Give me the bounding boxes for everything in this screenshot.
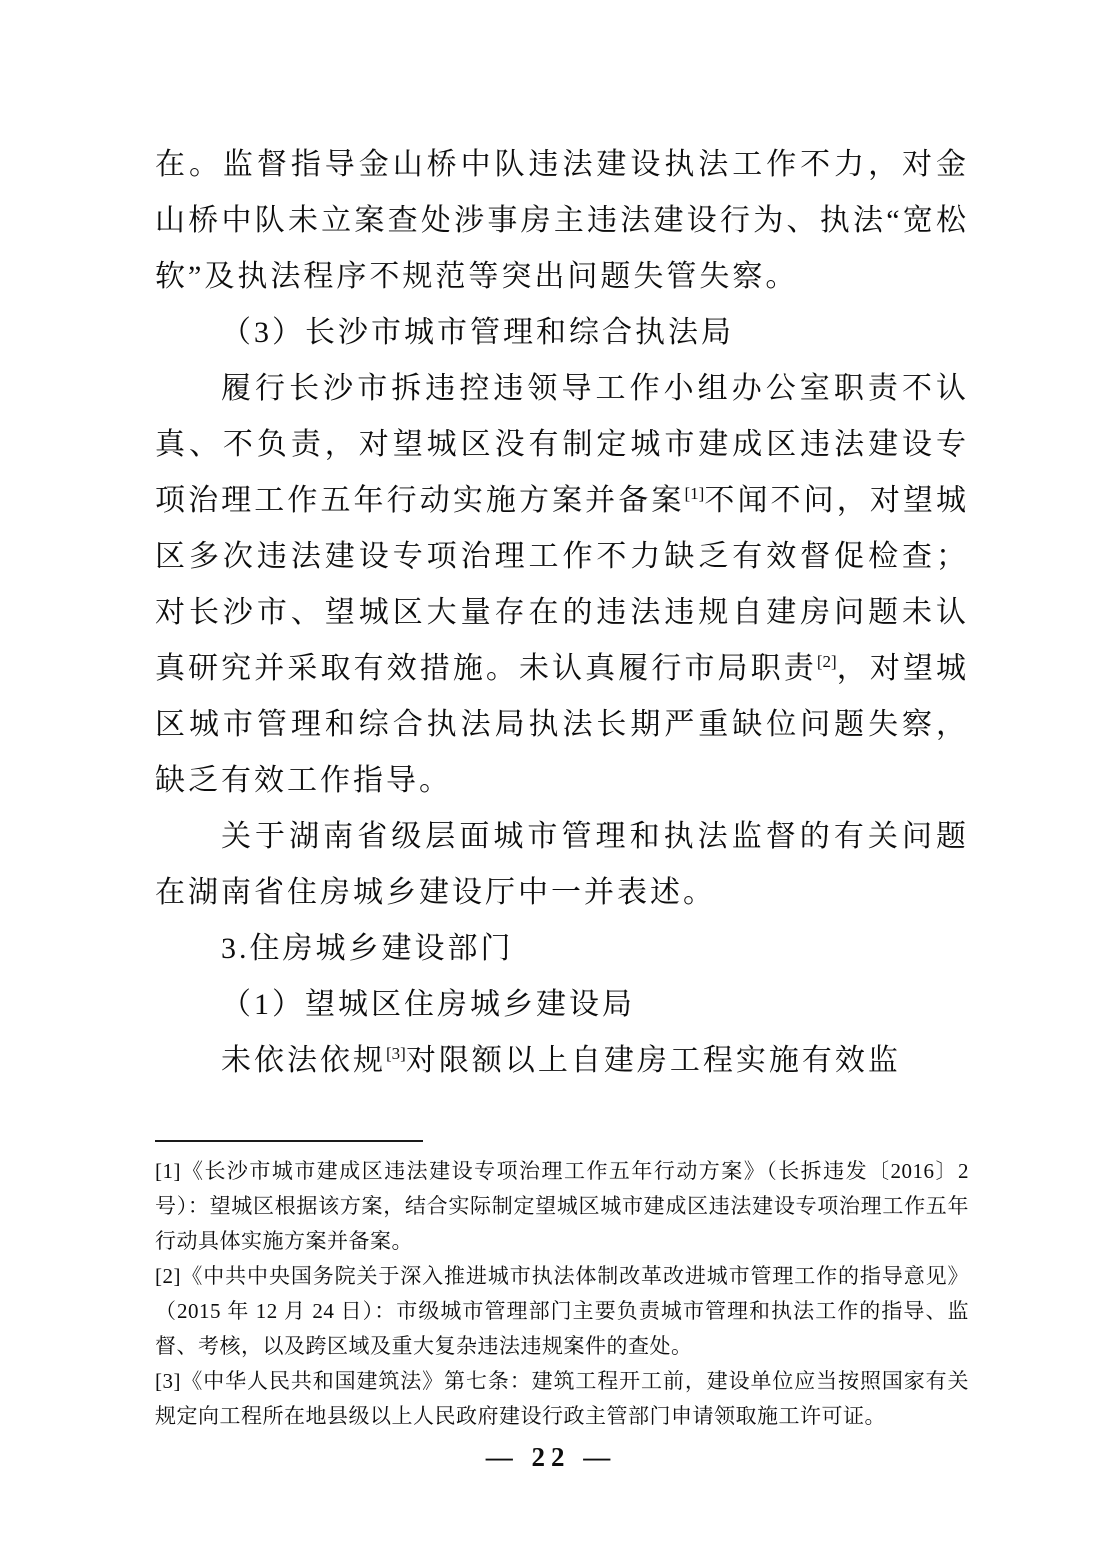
heading-changsha-chengguan: （3）长沙市城市管理和综合执法局 [221, 316, 734, 349]
footnote: [3]《中华人民共和国建筑法》第七条：建筑工程开工前，建设单位应当按照国家有关规定向工程所在地县级以上人民政府建设行政主管部门申请领取施工许可证。 [155, 1369, 969, 1428]
para-continuation: 在。监督指导金山桥中队违法建设执法工作不力，对金山桥中队未立案查处涉事房主违法建设行为、执法“宽松软”及执法程序不规范等突出问题失管失察。 [155, 148, 969, 293]
footnote: [1]《长沙市城市建成区违法建设专项治理工作五年行动方案》（长拆违发〔2016〕2 号）：望城区根据该方案，结合实际制定望城区城市建成区违法建设专项治理工作五年行动具体实施方案并备案。 [155, 1159, 969, 1253]
heading-zhufang-section: 3.住房城乡建设部门 [221, 932, 514, 965]
footnote-marker: [3] [155, 1369, 181, 1393]
page-number: — 22 — [485, 1442, 617, 1472]
body-text [155, 137, 969, 1089]
heading-wangcheng-zhujian: （1）望城区住房城乡建设局 [221, 988, 635, 1021]
footnote-marker: [1] [155, 1159, 181, 1183]
footnote-ref: [2] [816, 652, 837, 671]
footnote-list [155, 1154, 969, 1434]
footnote-block [155, 1140, 969, 1434]
footnote-ref: [3] [386, 1044, 406, 1063]
para-wangcheng-zhujian: 未依法依规[3]对限额以上自建房工程实施有效监 [221, 1044, 901, 1077]
footnote-ref: [1] [684, 484, 705, 503]
footnote-separator [155, 1140, 423, 1142]
para-hunan-province-note: 关于湖南省级层面城市管理和执法监督的有关问题在湖南省住房城乡建设厅中一并表述。 [155, 820, 969, 909]
para-changsha-chengguan: 履行长沙市拆违控违领导工作小组办公室职责不认真、不负责，对望城区没有制定城市建成区违法建设专项治理工作五年行动实施方案并备案[1]不闻不问，对望城区多次违法建设专项治理工作不力缺乏有效督促检查；对长沙市、望城区大量存在的违法违规自建房问题未认真研究并采取有效措施。未认真履行市局职责[2]，对望城区城市管理和综合执法局执法长期严重缺位问题失察，缺乏有效工作指导。 [155, 372, 970, 797]
footnote: [2]《中共中央国务院关于深入推进城市执法体制改革改进城市管理工作的指导意见》（2015 年 12 月 24 日）：市级城市管理部门主要负责城市管理和执法工作的指导、监督、考核，以及跨区域及重大复杂违法违规案件的查处。 [155, 1264, 969, 1358]
footnote-marker: [2] [155, 1264, 181, 1288]
